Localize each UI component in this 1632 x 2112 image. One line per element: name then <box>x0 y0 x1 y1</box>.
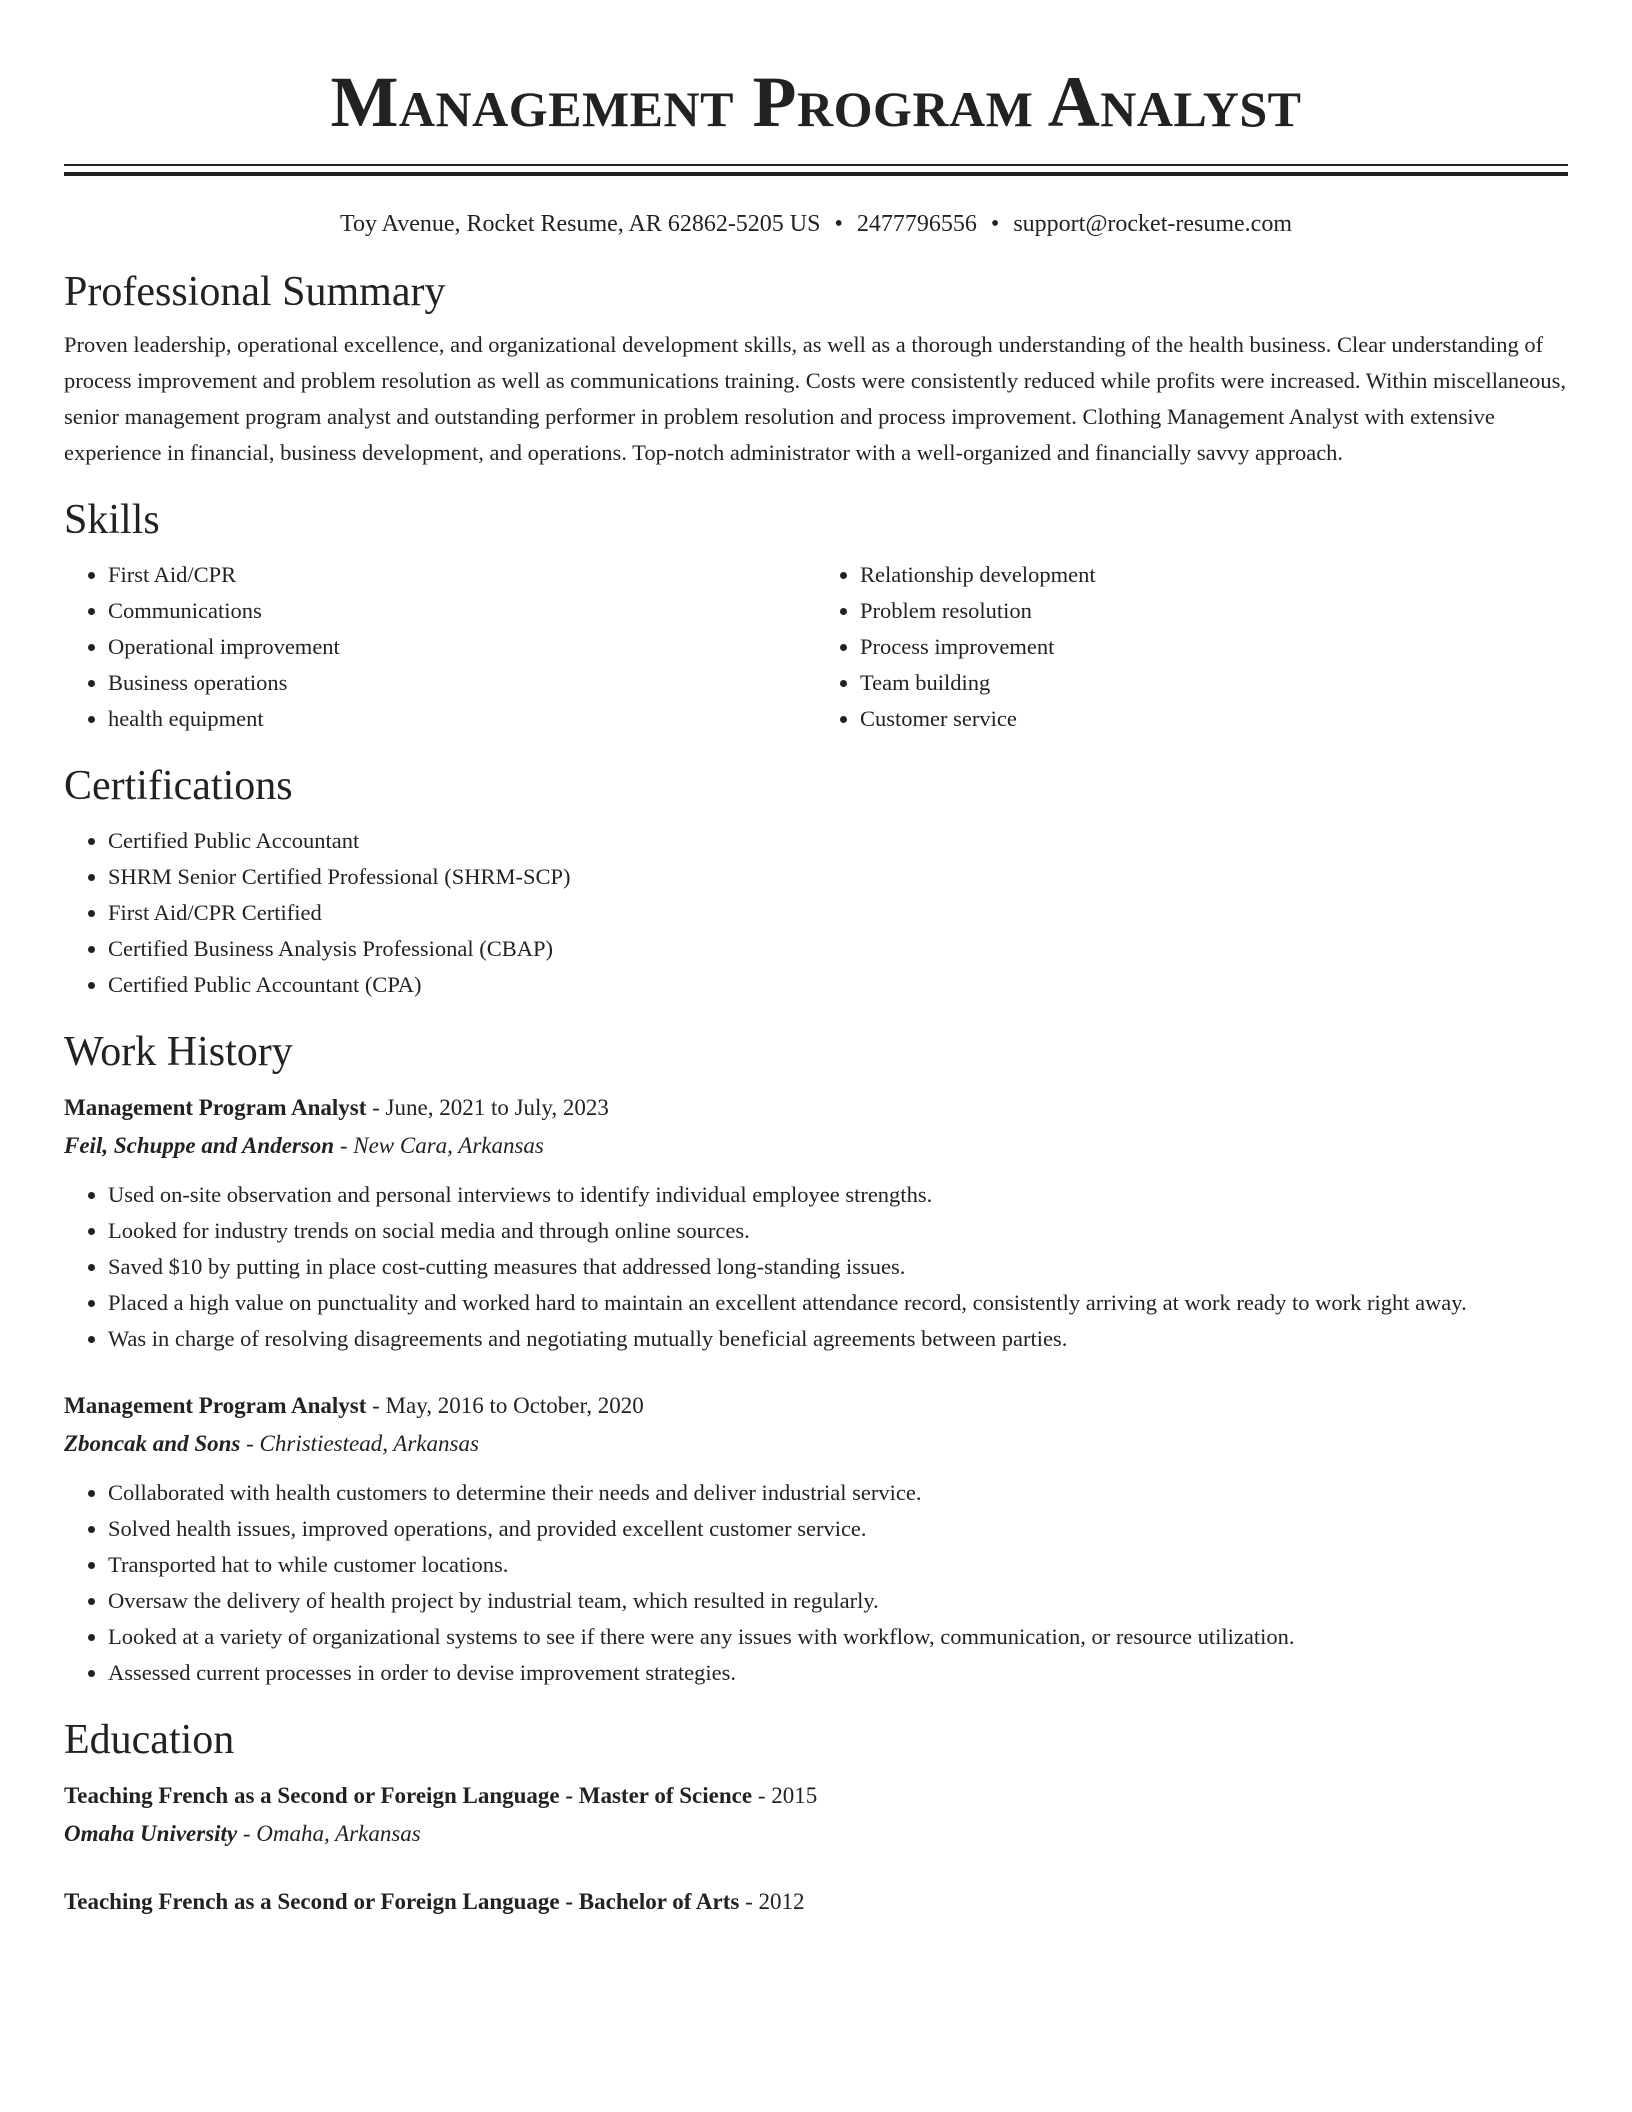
title-rule-thick <box>64 172 1568 176</box>
skill-item: • Problem resolution <box>860 593 1568 629</box>
school-location: - Omaha, Arkansas <box>242 1821 421 1846</box>
job-title-line <box>64 1387 1568 1425</box>
certification-item: • SHRM Senior Certified Professional (SHRM-SCP) <box>108 859 1568 895</box>
employer-name: Feil, Schuppe and Anderson <box>64 1133 335 1158</box>
employer-name: Zboncak and Sons <box>64 1431 241 1456</box>
job-bullets <box>64 1177 1568 1357</box>
certification-item: • Certified Public Accountant <box>108 823 1568 859</box>
contact-phone: 2477796556 <box>856 211 977 237</box>
job-bullet: • Assessed current processes in order to devise improvement strategies. <box>108 1655 1568 1691</box>
work-history-heading: Work History <box>64 1029 293 1075</box>
job-bullet: • Oversaw the delivery of health project by industrial team, which resulted in regularly. <box>108 1583 1568 1619</box>
certification-item: • Certified Business Analysis Professional (CBAP) <box>108 931 1568 967</box>
education-entry <box>64 1777 1568 1853</box>
skills-heading: Skills <box>64 497 160 543</box>
certifications-section <box>64 761 1568 1003</box>
job-bullet: • Placed a high value on punctuality and worked hard to maintain an excellent attendance record, consistently arriving at work ready to work right away. <box>108 1285 1568 1321</box>
skill-item: • Customer service <box>860 701 1568 737</box>
degree-name: Teaching French as a Second or Foreign Language - Master of Science <box>64 1783 753 1808</box>
job-dates: - June, 2021 to July, 2023 <box>372 1095 609 1120</box>
contact-email: support@rocket-resume.com <box>1013 211 1292 237</box>
skill-item: • Communications <box>108 593 816 629</box>
education-section <box>64 1715 1568 1921</box>
degree-year: - 2012 <box>745 1889 805 1914</box>
degree-name: Teaching French as a Second or Foreign Language - Bachelor of Arts <box>64 1889 740 1914</box>
education-entry <box>64 1883 1568 1921</box>
job-title-line <box>64 1089 1568 1127</box>
certification-item: • First Aid/CPR Certified <box>108 895 1568 931</box>
contact-separator: • <box>990 211 1000 237</box>
skill-item: • First Aid/CPR <box>108 557 816 593</box>
employer-location: - Christiestead, Arkansas <box>246 1431 479 1456</box>
skill-item: • health equipment <box>108 701 816 737</box>
contact-address: Toy Avenue, Rocket Resume, AR 62862-5205 US <box>339 211 821 237</box>
contact-line <box>64 209 1568 239</box>
degree-year: - 2015 <box>757 1783 818 1808</box>
job-bullet: • Was in charge of resolving disagreements and negotiating mutually beneficial agreements between parties. <box>108 1321 1568 1357</box>
resume-page <box>64 0 1568 1921</box>
skills-columns <box>64 557 1568 737</box>
work-history-section <box>64 1027 1568 1691</box>
job-bullets <box>64 1475 1568 1691</box>
job-bullet: • Saved $10 by putting in place cost-cutting measures that addressed long-standing issues. <box>108 1249 1568 1285</box>
skill-item: • Business operations <box>108 665 816 701</box>
job-bullet: • Looked at a variety of organizational systems to see if there were any issues with workflow, communication, or resource utilization. <box>108 1619 1568 1655</box>
job-bullet: • Used on-site observation and personal interviews to identify individual employee strengths. <box>108 1177 1568 1213</box>
skill-item: • Relationship development <box>860 557 1568 593</box>
job-dates: - May, 2016 to October, 2020 <box>372 1393 644 1418</box>
skill-item: • Process improvement <box>860 629 1568 665</box>
degree-line <box>64 1883 1568 1921</box>
school-line <box>64 1815 1568 1853</box>
skills-left-list <box>64 557 816 737</box>
employer-line <box>64 1127 1568 1165</box>
skills-section <box>64 495 1568 737</box>
summary-section <box>64 267 1568 471</box>
employer-line <box>64 1425 1568 1463</box>
job-title: Management Program Analyst <box>64 1095 367 1120</box>
job-entry <box>64 1089 1568 1357</box>
summary-text: Proven leadership, operational excellence, and organizational development skills, as well as a thorough understanding of the health business. Clear understanding of process improvement and problem resolution as well as communications training. Costs were consistently reduced while profits were increased. Within miscellaneous, senior management program analyst and outstanding performer in problem resolution and process improvement. Clothing Management Analyst with extensive experience in financial, business development, and operations. Top-notch administrator with a well-organized and financially savvy approach. <box>64 332 1567 465</box>
skill-item: • Team building <box>860 665 1568 701</box>
contact-separator: • <box>834 211 843 237</box>
degree-line <box>64 1777 1568 1815</box>
school-name: Omaha University <box>64 1821 238 1846</box>
education-heading: Education <box>64 1717 235 1763</box>
certifications-list <box>64 823 1568 1003</box>
job-bullet: • Solved health issues, improved operations, and provided excellent customer service. <box>108 1511 1568 1547</box>
job-entry <box>64 1387 1568 1691</box>
job-bullet: • Transported hat to while customer locations. <box>108 1547 1568 1583</box>
employer-location: - New Cara, Arkansas <box>339 1133 544 1158</box>
resume-title: Management Program Analyst <box>330 62 1302 142</box>
skills-right-list <box>816 557 1568 737</box>
certification-item: • Certified Public Accountant (CPA) <box>108 967 1568 1003</box>
certifications-heading: Certifications <box>64 763 293 809</box>
title-rule-thin <box>64 164 1568 166</box>
skill-item: • Operational improvement <box>108 629 816 665</box>
job-title: Management Program Analyst <box>64 1393 367 1418</box>
job-bullet: • Collaborated with health customers to determine their needs and deliver industrial service. <box>108 1475 1568 1511</box>
summary-heading: Professional Summary <box>64 269 446 315</box>
job-bullet: • Looked for industry trends on social media and through online sources. <box>108 1213 1568 1249</box>
